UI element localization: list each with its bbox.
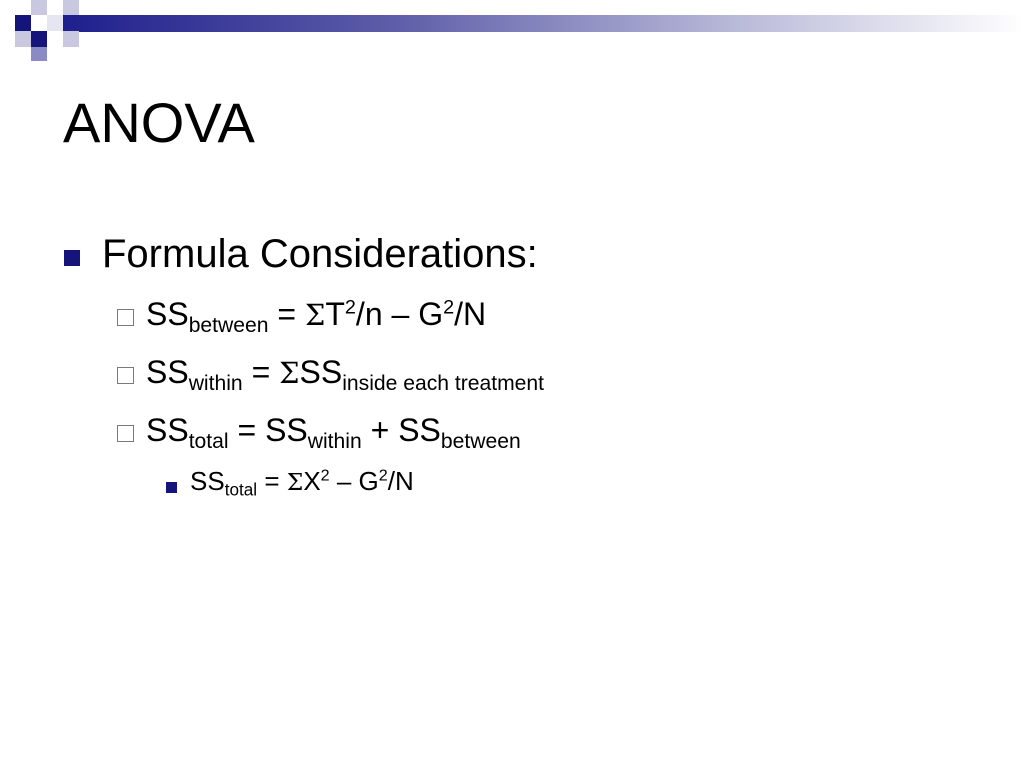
header-square — [47, 15, 63, 31]
header-decoration — [0, 0, 1024, 62]
header-square — [63, 31, 79, 47]
formula-ss-total-computational: $SS_{total} = \Sigma X^2 - G^2/N$ — [190, 466, 414, 500]
bullet-formula-considerations: Formula Considerations: — [102, 232, 538, 276]
header-square — [47, 31, 63, 47]
header-square — [31, 47, 47, 61]
hollow-square-bullet-icon — [117, 425, 134, 442]
hollow-square-bullet-icon — [117, 367, 134, 384]
header-square — [31, 31, 47, 47]
header-gradient-bar — [48, 15, 1024, 32]
small-filled-square-bullet-icon — [166, 482, 177, 493]
header-square — [15, 31, 31, 47]
header-square — [31, 0, 47, 15]
slide-title: ANOVA — [63, 91, 255, 154]
header-square — [63, 0, 79, 15]
hollow-square-bullet-icon — [117, 309, 134, 326]
filled-square-bullet-icon — [64, 250, 80, 266]
formula-ss-total: $SS_{total} = SS_{within} + SS_{between}$ — [146, 412, 521, 453]
formula-ss-between: $SS_{between} = \Sigma T^2/n - G^2/N$ — [146, 296, 487, 337]
header-square — [15, 15, 31, 31]
formula-ss-within: $SS_{within} = \Sigma SS_{inside each treatment}$ — [146, 354, 545, 395]
